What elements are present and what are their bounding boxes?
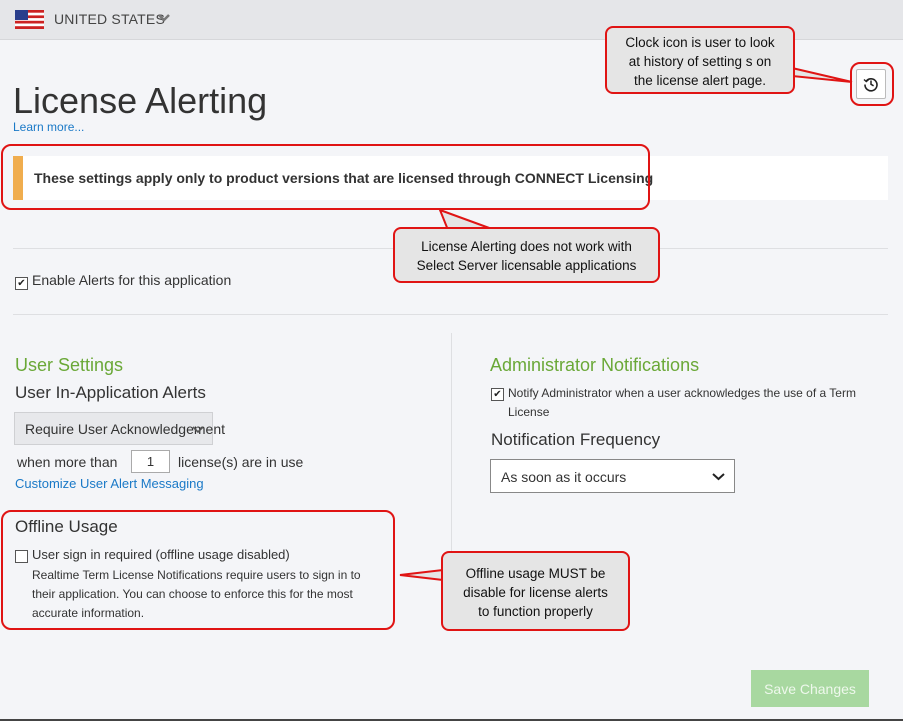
annotation-text: Clock icon is user to look — [625, 35, 775, 50]
us-flag-icon[interactable] — [15, 10, 44, 29]
annotation-offline-highlight — [1, 510, 395, 630]
customize-messaging-link[interactable]: Customize User Alert Messaging — [15, 476, 204, 491]
page-title: License Alerting — [13, 80, 268, 121]
notify-admin-label: Notify Administrator when a user acknowledges the use of a Term — [508, 386, 856, 400]
notify-admin-checkbox[interactable]: ✔ — [491, 388, 504, 401]
licenses-in-use-label: license(s) are in use — [178, 454, 304, 470]
offline-desc-line: accurate information. — [32, 606, 145, 620]
offline-usage-heading: Offline Usage — [15, 517, 118, 536]
offline-desc-line: their application. You can choose to enforce this for the most — [32, 587, 353, 601]
info-banner-text: These settings apply only to product versions that are licensed through CONNECT Licensing — [34, 170, 654, 186]
annotation-clock-callout — [605, 26, 795, 94]
notification-frequency-select[interactable] — [490, 459, 735, 493]
chevron-down-icon — [192, 425, 204, 434]
admin-notifications-heading: Administrator Notifications — [490, 355, 700, 375]
column-divider — [451, 333, 452, 553]
annotation-select-server-callout — [393, 227, 660, 283]
notification-frequency-heading: Notification Frequency — [491, 430, 661, 449]
country-selector[interactable]: UNITED STATES — [54, 11, 165, 27]
notify-admin-label-cont: License — [508, 405, 550, 419]
enable-alerts-label: Enable Alerts for this application — [32, 272, 232, 288]
divider — [13, 314, 888, 315]
annotation-text: to function properly — [478, 604, 593, 619]
user-settings-heading: User Settings — [15, 355, 124, 375]
annotation-text: License Alerting does not work with — [421, 239, 632, 254]
enable-alerts-checkbox[interactable]: ✔ — [15, 277, 28, 290]
alert-mode-value: Require User Acknowledgement — [25, 421, 225, 437]
frequency-value: As soon as it occurs — [501, 469, 627, 485]
alert-mode-select[interactable] — [14, 412, 225, 445]
annotation-text: disable for license alerts — [463, 585, 608, 600]
offline-signin-label: User sign in required (offline usage disabled) — [32, 547, 290, 562]
threshold-input[interactable]: 1 — [131, 450, 170, 473]
annotation-offline-callout — [441, 551, 630, 631]
user-alerts-subheading: User In-Application Alerts — [15, 383, 206, 402]
save-changes-button[interactable]: Save Changes — [751, 670, 869, 707]
when-more-than-label: when more than — [17, 454, 118, 470]
offline-desc-line: Realtime Term License Notifications require users to sign in to — [32, 568, 361, 582]
annotation-text: Offline usage MUST be — [465, 566, 606, 581]
annotation-text: Select Server licensable applications — [416, 258, 637, 273]
chevron-down-icon — [712, 472, 725, 481]
learn-more-link[interactable]: Learn more... — [13, 120, 85, 134]
annotation-text: the license alert page. — [633, 73, 767, 88]
annotation-history-highlight — [850, 62, 894, 106]
chevron-down-icon[interactable] — [157, 12, 171, 24]
annotation-text: at history of setting s on — [628, 54, 772, 69]
annotation-banner-highlight — [1, 144, 650, 210]
